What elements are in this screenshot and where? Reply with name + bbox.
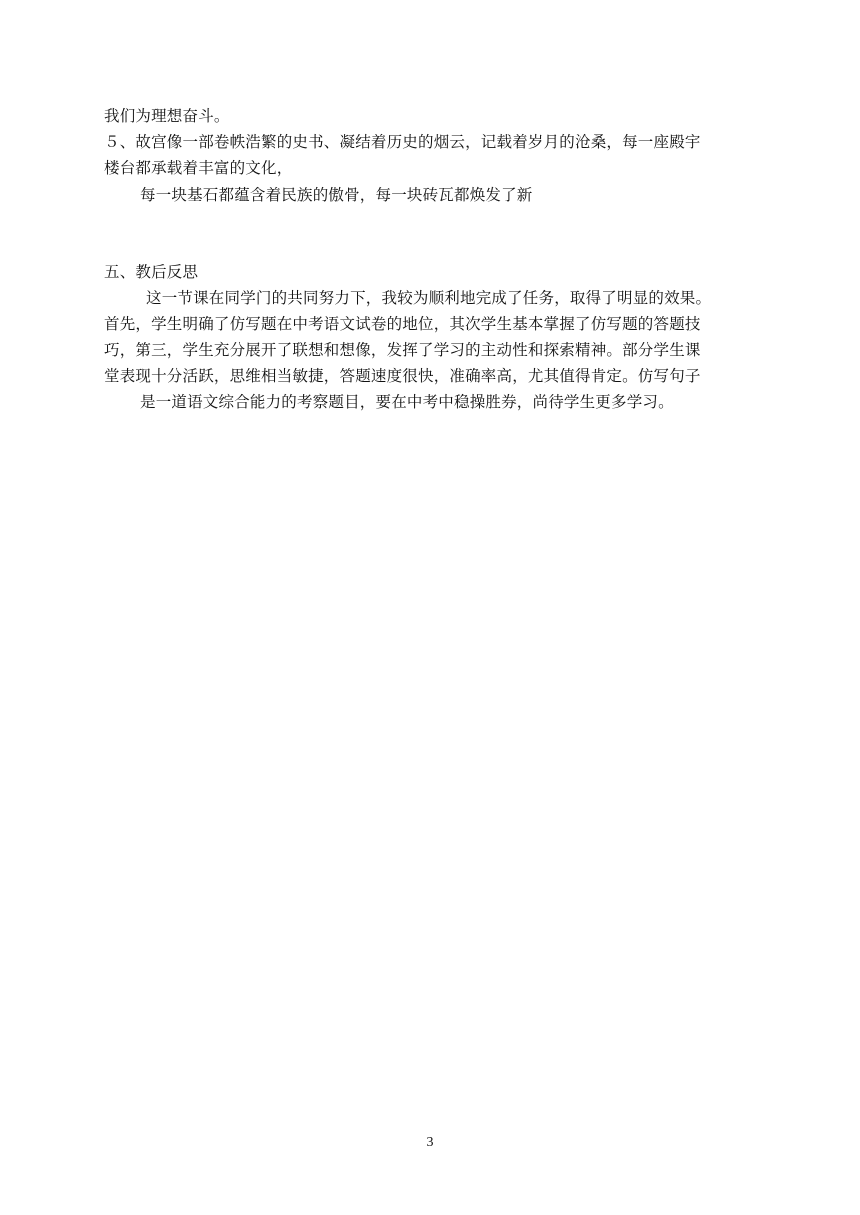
- paragraph-line: 首先，学生明确了仿写题在中考语文试卷的地位，其次学生基本掌握了仿写题的答题技: [104, 315, 701, 333]
- paragraph-line: 是一道语文综合能力的考察题目，要在中考中稳操胜券，尚待学生更多学习。: [140, 393, 674, 411]
- paragraph-line: 这一节课在同学门的共同努力下，我较为顺利地完成了任务，取得了明显的效果。: [146, 289, 712, 307]
- text-line: 每一块基石都蕴含着民族的傲骨，每一块砖瓦都焕发了新: [140, 186, 533, 204]
- paragraph-line: 巧，第三，学生充分展开了联想和想像，发挥了学习的主动性和探索精神。部分学生课: [104, 341, 701, 359]
- page-number: 3: [426, 1135, 434, 1150]
- paragraph-line: 堂表现十分活跃，思维相当敏捷，答题速度很快，准确率高，尤其值得肯定。仿写句子: [104, 367, 701, 385]
- text-line: ５、故宫像一部卷帙浩繁的史书、凝结着历史的烟云，记载着岁月的沧桑，每一座殿宇: [104, 133, 701, 151]
- section-heading: 五、教后反思: [104, 263, 199, 281]
- text-line: 楼台都承载着丰富的文化，: [104, 159, 293, 177]
- text-line: 我们为理想奋斗。: [104, 107, 230, 125]
